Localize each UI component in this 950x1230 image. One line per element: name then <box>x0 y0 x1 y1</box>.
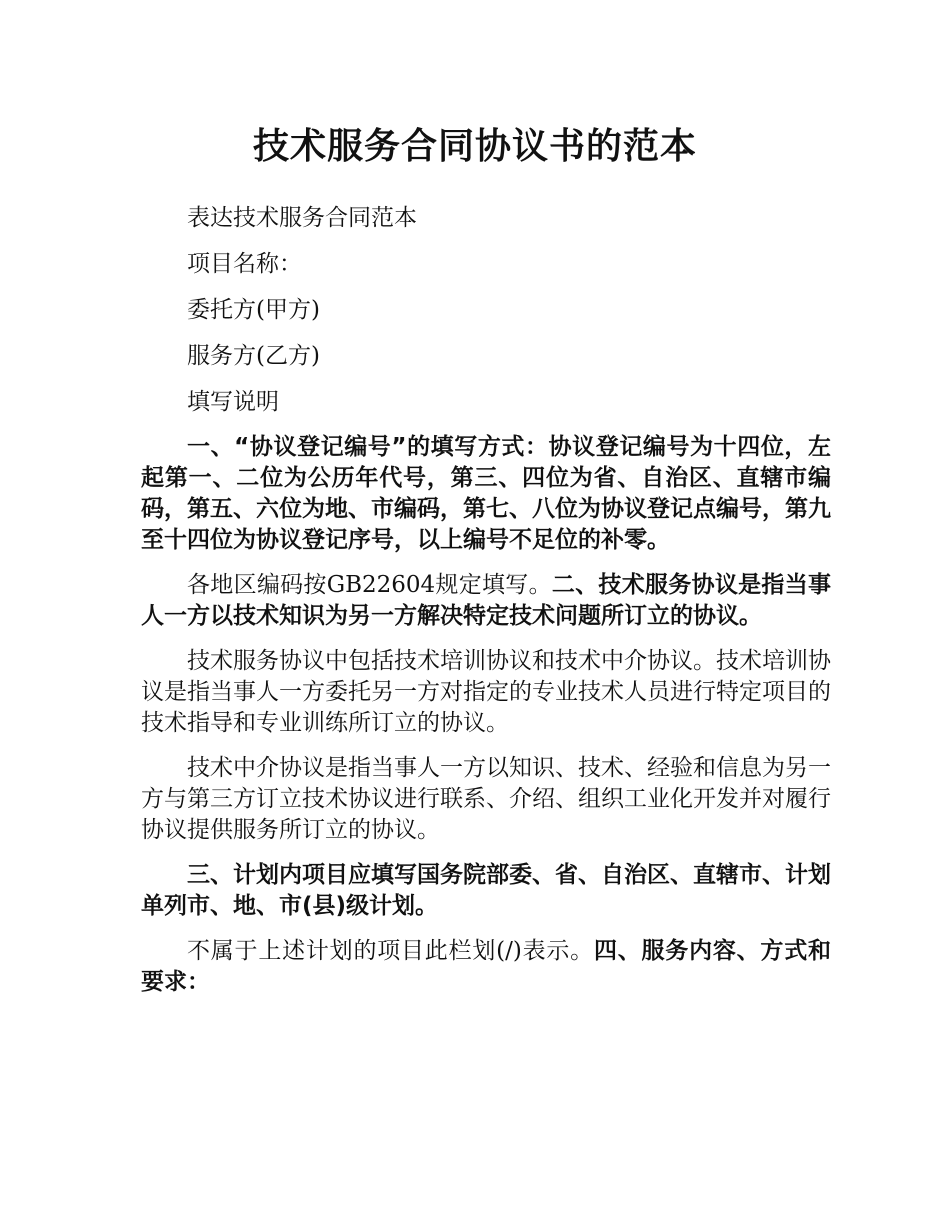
paragraph-planned-projects: 三、计划内项目应填写国务院部委、省、自治区、直辖市、计划单列市、地、市(县)级计划。 <box>141 862 831 919</box>
service-content-heading: 四、服务内容、方式和要求： <box>141 938 831 995</box>
region-code-note: 各地区编码按GB22604规定填写。 <box>187 572 552 598</box>
paragraph-service-content <box>141 936 831 998</box>
document-body <box>141 202 831 1012</box>
intro-line-client: 委托方(甲方) <box>187 297 320 323</box>
paragraph-registration-number: 一、“协议登记编号”的填写方式：协议登记编号为十四位，左起第一、二位为公历年代号，第三、四位为省、自治区、直辖市编码，第五、六位为地、市编码，第七、八位为协议登记点编号，第九至十四位为协议登记序号，以上编号不足位的补零。 <box>141 434 831 553</box>
unplanned-project-note: 不属于上述计划的项目此栏划(/)表示。 <box>187 938 594 964</box>
paragraph-intermediary-agreement: 技术中介协议是指当事人一方以知识、技术、经验和信息为另一方与第三方订立技术协议进行联系、介绍、组织工业化开发并对履行协议提供服务所订立的协议。 <box>141 755 831 843</box>
intro-line-contract-type: 表达技术服务合同范本 <box>187 205 417 231</box>
intro-line-instructions: 填写说明 <box>187 389 279 415</box>
document-title: 技术服务合同协议书的范本 <box>252 126 697 167</box>
service-agreement-definition: 二、技术服务协议是指当事人一方以技术知识为另一方解决特定技术问题所订立的协议。 <box>141 572 831 629</box>
paragraph-service-definition <box>141 570 831 632</box>
paragraph-training-agreement: 技术服务协议中包括技术培训协议和技术中介协议。技术培训协议是指当事人一方委托另一方对指定的专业技术人员进行特定项目的技术指导和专业训练所订立的协议。 <box>141 648 831 736</box>
intro-line-project-name: 项目名称： <box>187 251 302 277</box>
intro-line-provider: 服务方(乙方) <box>187 343 320 369</box>
